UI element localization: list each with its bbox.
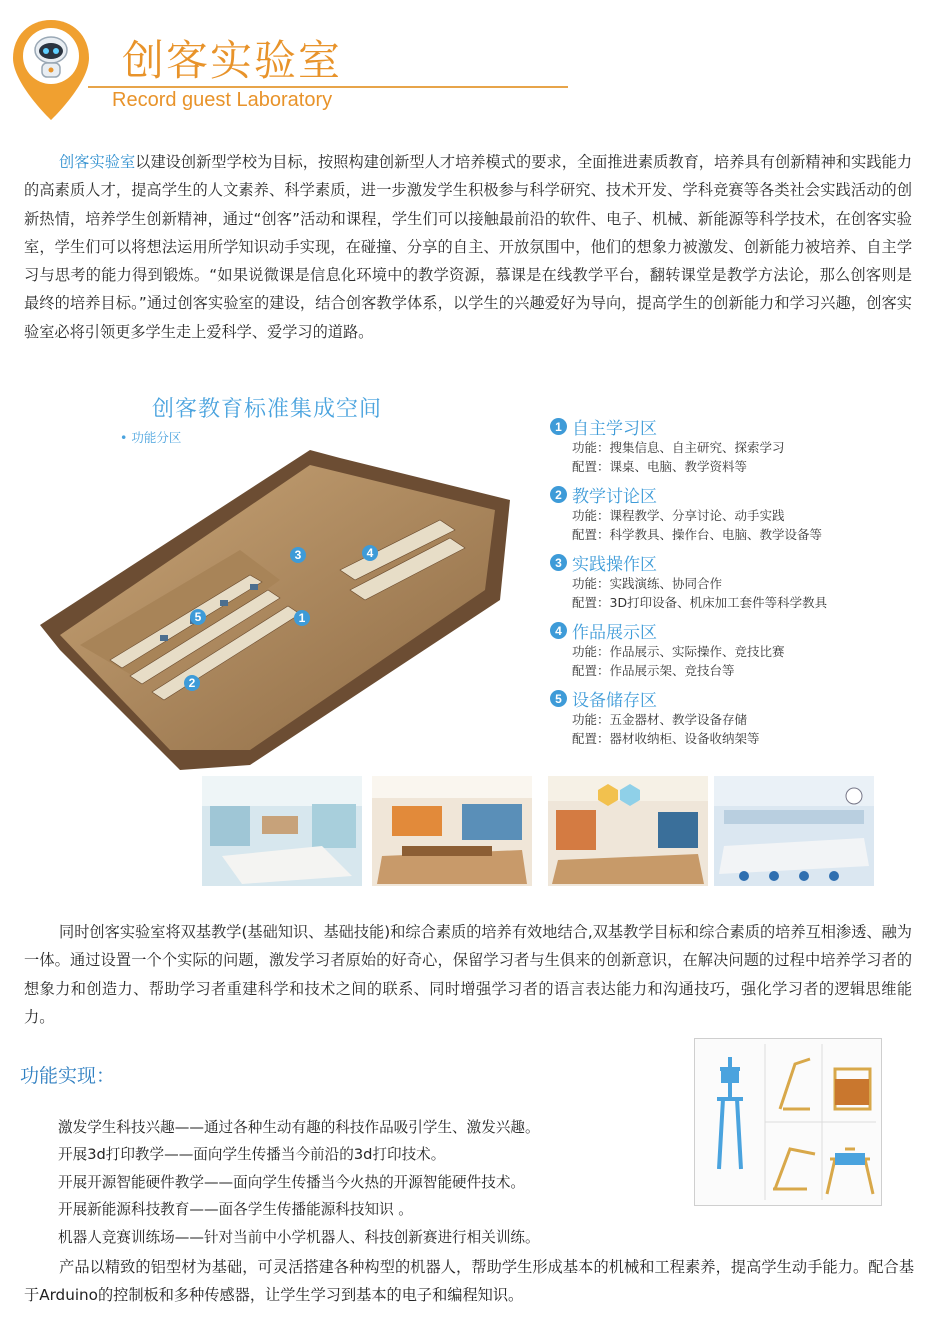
- function-zone-tag: • 功能分区: [120, 430, 182, 445]
- zone-number-icon: 2: [550, 486, 567, 503]
- intro-paragraph: [24, 148, 912, 346]
- zone-function: 功能：搜集信息、自主研究、探索学习: [572, 440, 785, 455]
- function-item: 开展开源智能硬件教学——面向学生传播当今火热的开源智能硬件技术。: [58, 1173, 526, 1191]
- function-item: 开展新能源科技教育——面各学生传播能源科技知识 。: [58, 1201, 413, 1219]
- zone-item: [550, 414, 930, 476]
- zone-title: 教学讨论区: [572, 487, 657, 507]
- intro-lead: 创客实验室: [59, 153, 136, 171]
- page-subtitle: Record guest Laboratory: [112, 89, 333, 111]
- zone-function: 功能：实践演练、协同合作: [572, 576, 723, 591]
- zone-number-icon: 3: [550, 554, 567, 571]
- function-item: 机器人竞赛训练场——针对当前中小学机器人、科技创新赛进行相关训练。: [58, 1228, 540, 1246]
- svg-text:1: 1: [298, 611, 306, 625]
- zone-number-icon: 1: [550, 418, 567, 435]
- function-list: [58, 1114, 540, 1251]
- zone-item: [550, 550, 930, 612]
- zone-function: 功能：作品展示、实际操作、竞技比赛: [572, 644, 785, 659]
- lab-photo: [548, 776, 708, 886]
- lab-photo: [372, 776, 532, 886]
- zone-title: 作品展示区: [572, 623, 657, 643]
- lab-photo: [714, 776, 874, 886]
- lab-floorplan-image: [40, 440, 540, 770]
- function-heading: 功能实现：: [20, 1065, 116, 1087]
- zone-config: 配置：课桌、电脑、教学资料等: [572, 458, 748, 474]
- function-item: 开展3d打印教学——面向学生传播当今前沿的3d打印技术。: [58, 1146, 446, 1164]
- product-paragraph: [24, 1253, 914, 1309]
- lab-photo: [202, 776, 362, 886]
- svg-text:2: 2: [188, 676, 196, 690]
- svg-text:4: 4: [366, 546, 374, 560]
- title-divider: [88, 86, 568, 88]
- zone-title: 自主学习区: [572, 419, 657, 439]
- zone-number-icon: 5: [550, 690, 567, 707]
- product-text: 产品以精致的铝型材为基础，可灵活搭建各种构型的机器人，帮助学生形成基本的机械和工程素养，提高学生动手能力。配合基于Arduino的控制板和多种传感器，让学生学习到基本的电子和编程知识。: [24, 1258, 914, 1304]
- intro-text: 以建设创新型学校为目标，按照构建创新型人才培养模式的要求，全面推进素质教育，培养具有创新精神和实践能力的高素质人才，提高学生的人文素养、科学素质，进一步激发学生积极参与科学研究、技术开发、学科竞赛等各类社会实践活动的创新热情，培养学生创新精神，通过“创客”活动和课程，学生们可以接触最前沿的软件、电子、机械、新能源等科学技术，在创客实验室，学生们可以将想法运用所学知识动手实现，在碰撞、分享的自主、开放氛围中，他们的想象力被激发、创新能力被培养、自主学习与思考的能力得到锻炼。“如果说微课是信息化环境中的教学资源，慕课是在线教学平台，翻转课堂是教学方法论，那么创客则是最终的培养目标。”通过创客实验室的建设，结合创客教学体系，以学生的兴趣爱好为导向，提高学生的创新能力和学习兴趣，创客实验室必将引领更多学生走上爱科学、爱学习的道路。: [24, 153, 913, 341]
- zone-title: 设备储存区: [572, 691, 657, 711]
- location-pin-icon: [11, 18, 91, 122]
- zone-number-icon: 4: [550, 622, 567, 639]
- page-title: 创客实验室: [122, 36, 343, 85]
- zone-function: 功能：五金器材、教学设备存储: [572, 712, 748, 727]
- zone-title: 实践操作区: [572, 555, 657, 575]
- zone-config: 配置：科学教具、操作台、电脑、教学设备等: [572, 526, 823, 542]
- zone-config: 配置：器材收纳柜、设备收纳架等: [572, 730, 760, 746]
- integration-paragraph: [24, 918, 912, 1031]
- zone-config: 配置：3D打印设备、机床加工套件等科学教具: [572, 594, 828, 610]
- zone-config: 配置：作品展示架、竞技台等: [572, 662, 735, 678]
- zone-item: [550, 686, 930, 748]
- svg-text:5: 5: [194, 610, 202, 624]
- zone-item: [550, 618, 930, 680]
- zone-function: 功能：课程教学、分享讨论、动手实践: [572, 508, 785, 523]
- svg-text:3: 3: [294, 548, 302, 562]
- integration-text: 同时创客实验室将双基教学(基础知识、基础技能)和综合素质的培养有效地结合,双基教学目标和综合素质的培养互相渗透、融为一体。通过设置一个个实际的问题，激发学习者原始的好奇心，保留学习者与生俱来的创新意识，在解决问题的过程中培养学习者的想象力和创造力、帮助学习者重建科学和技术之间的联系、同时增强学习者的语言表达能力和沟通技巧，强化学习者的逻辑思维能力。: [24, 923, 912, 1026]
- robot-kits-image: [694, 1038, 882, 1206]
- zone-item: [550, 482, 930, 544]
- zone-list: [550, 414, 930, 754]
- function-item: 激发学生科技兴趣——通过各种生动有趣的科技作品吸引学生、激发兴趣。: [58, 1119, 540, 1136]
- diagram-title: 创客教育标准集成空间: [152, 397, 383, 422]
